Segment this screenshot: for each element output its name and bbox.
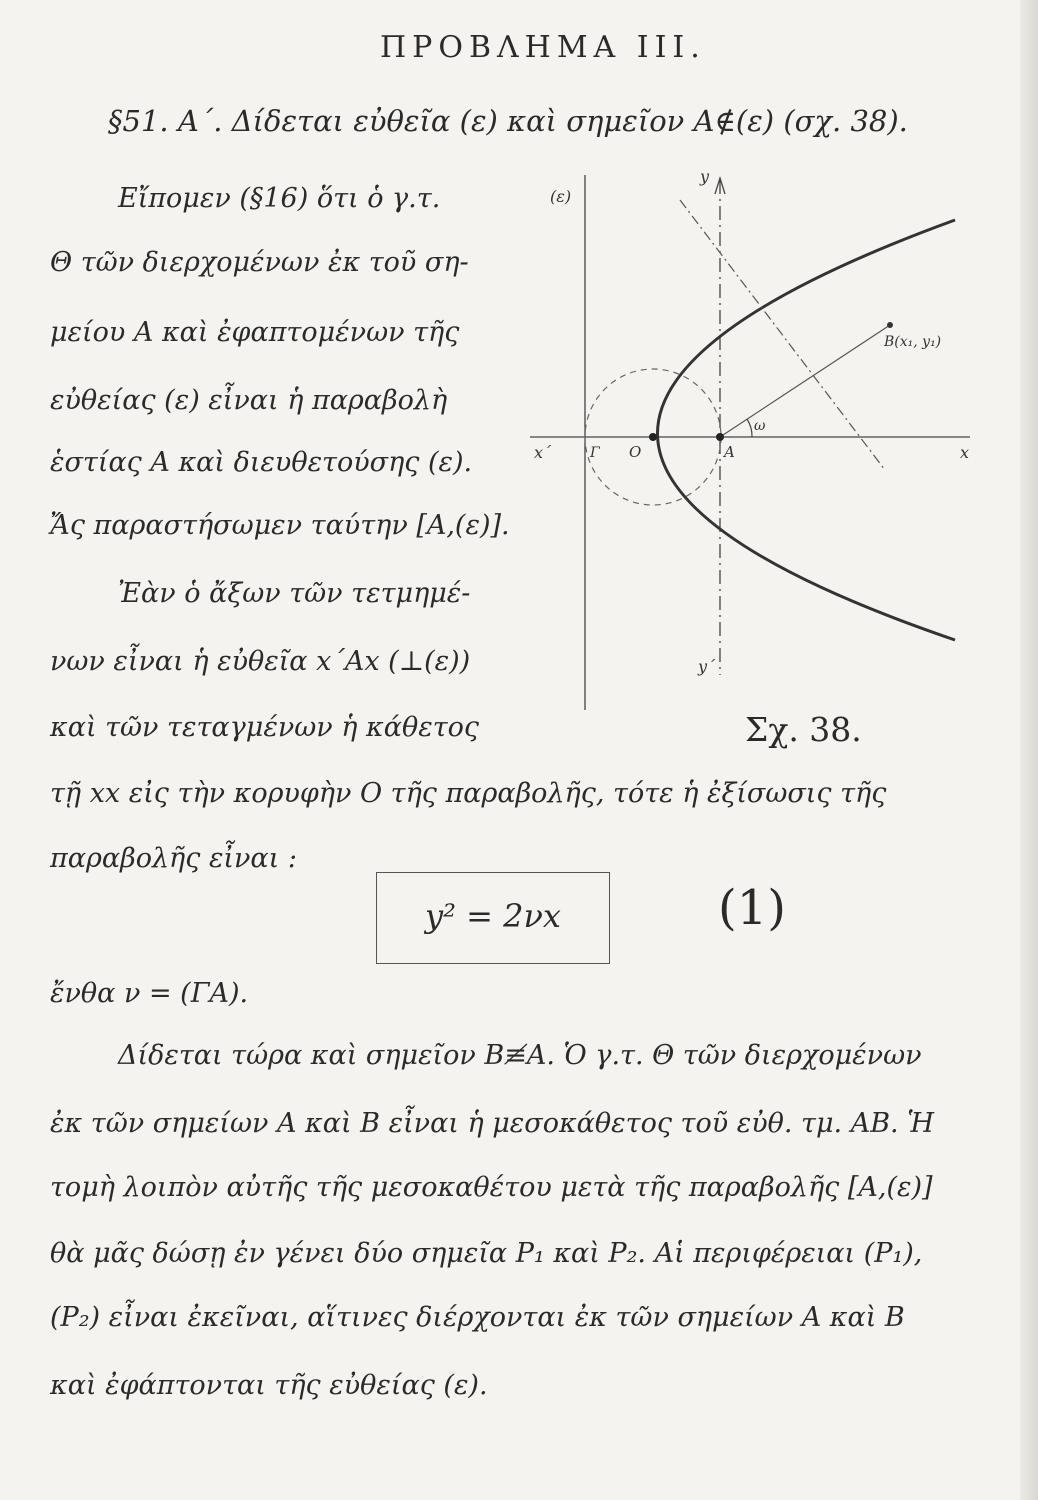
section-heading: §51. Α΄. Δίδεται εὐθεῖα (ε) καὶ σημεῖον Α∉(ε) (σχ. 38). [108,104,908,138]
label-y-bottom: y΄ [698,657,716,676]
text-line: (P₂) εἶναι ἐκεῖναι, αἵτινες διέρχονται ἐκ τῶν σημείων Α καὶ Β [50,1302,905,1333]
label-focus: A [724,443,735,461]
text-line: ἐκ τῶν σημείων Α καὶ Β εἶναι ἡ μεσοκάθετος τοῦ εὐθ. τμ. ΑΒ. Ἡ [50,1108,934,1139]
text-line: θὰ μᾶς δώσῃ ἐν γένει δύο σημεῖα P₁ καὶ P₂. Αἱ περιφέρειαι (P₁), [50,1238,923,1269]
problem-title: ΠΡΟΒΛΗΜΑ ΙΙΙ. [380,30,706,65]
parabola-curve [658,220,956,640]
text-line: Ἄς παραστήσωμεν ταύτην [Α,(ε)]. [50,510,510,541]
label-gamma: Γ [590,445,600,461]
label-x-right: x [960,443,970,462]
label-line-e: (ε) [550,187,572,206]
text-line: εὐθείας (ε) εἶναι ἡ παραβολὴ [50,385,448,416]
focus-point [716,433,724,441]
text-line: νων εἶναι ἡ εὐθεῖα x΄Ax (⊥(ε)) [50,646,471,677]
figure-caption: Σχ. 38. [745,710,862,749]
label-x-left: x΄ [534,443,552,462]
text-line: καὶ τῶν τεταγμένων ἡ κάθετος [50,712,480,743]
equation-box [376,872,610,964]
text-line: παραβολῆς εἶναι : [50,843,297,874]
text-line: ἑστίας Α καὶ διευθετούσης (ε). [50,447,473,478]
parabola-figure [520,160,1000,720]
label-y-top: y [700,167,710,186]
text-line: ἔνθα ν = (ΓΑ). [50,978,249,1009]
text-line: Ἐὰν ὁ ἄξων τῶν τετμημέ- [118,578,471,609]
page-edge [1020,0,1038,1500]
equation-number: (1) [718,880,786,936]
text-line: μείου Α καὶ ἐφαπτομένων τῆς [50,317,460,348]
segment-ab [720,325,890,437]
angle-arc [747,419,752,437]
label-origin: O [629,443,642,461]
text-line: Εἴπομεν (§16) ὅτι ὁ γ.τ. [118,183,441,214]
text-line: τομὴ λοιπὸν αὐτῆς τῆς μεσοκαθέτου μετὰ τῆς παραβολῆς [Α,(ε)] [50,1172,933,1203]
point-b [887,322,893,328]
label-point-b: B(x₁, y₁) [884,334,942,350]
perpendicular-bisector [680,200,885,470]
text-line: Δίδεται τώρα καὶ σημεῖον Β≢Α. Ὁ γ.τ. Θ τῶν διερχομένων [118,1040,922,1071]
text-line: τῇ xx εἰς τὴν κορυφὴν Ο τῆς παραβολῆς, τότε ἡ ἐξίσωσις τῆς [50,778,887,809]
equation: y² = 2νx [425,897,561,935]
vertex-point [649,433,657,441]
label-omega: ω [754,418,766,434]
text-line: καὶ ἐφάπτονται τῆς εὐθείας (ε). [50,1370,488,1401]
text-line: Θ τῶν διερχομένων ἐκ τοῦ ση- [50,247,469,278]
